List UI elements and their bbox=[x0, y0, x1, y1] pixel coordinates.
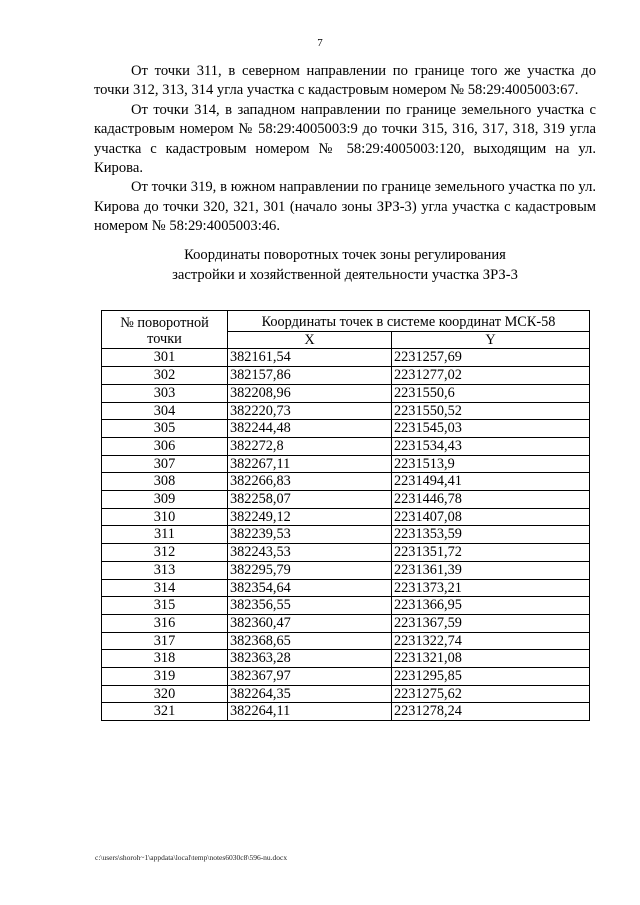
y-coordinate-cell: 2231295,85 bbox=[392, 668, 590, 686]
x-coordinate-cell: 382244,48 bbox=[228, 420, 392, 438]
x-coordinate-cell: 382354,64 bbox=[228, 579, 392, 597]
y-coordinate-cell: 2231361,39 bbox=[392, 561, 590, 579]
x-coordinate-cell: 382161,54 bbox=[228, 349, 392, 367]
y-coordinate-cell: 2231545,03 bbox=[392, 420, 590, 438]
point-number-cell: 301 bbox=[102, 349, 228, 367]
point-number-cell: 306 bbox=[102, 437, 228, 455]
y-coordinate-cell: 2231275,62 bbox=[392, 685, 590, 703]
x-coordinate-cell: 382363,28 bbox=[228, 650, 392, 668]
y-coordinate-cell: 2231513,9 bbox=[392, 455, 590, 473]
table-row bbox=[102, 402, 590, 420]
point-number-cell: 304 bbox=[102, 402, 228, 420]
table-title bbox=[94, 245, 596, 285]
point-number-cell: 310 bbox=[102, 508, 228, 526]
point-number-cell: 317 bbox=[102, 632, 228, 650]
y-coordinate-cell: 2231277,02 bbox=[392, 367, 590, 385]
footer-file-path: c:\users\shoroh~1\appdata\local\temp\notes6030c8\596-nu.docx bbox=[95, 853, 288, 862]
y-coordinate-cell: 2231322,74 bbox=[392, 632, 590, 650]
table-row bbox=[102, 473, 590, 491]
table-row bbox=[102, 384, 590, 402]
table-row bbox=[102, 367, 590, 385]
table-row bbox=[102, 614, 590, 632]
point-number-cell: 309 bbox=[102, 491, 228, 509]
table-row bbox=[102, 685, 590, 703]
y-coordinate-cell: 2231278,24 bbox=[392, 703, 590, 721]
table-row bbox=[102, 668, 590, 686]
point-number-cell: 305 bbox=[102, 420, 228, 438]
header-y: Y bbox=[392, 331, 590, 349]
y-coordinate-cell: 2231373,21 bbox=[392, 579, 590, 597]
table-row bbox=[102, 349, 590, 367]
table-row bbox=[102, 703, 590, 721]
x-coordinate-cell: 382239,53 bbox=[228, 526, 392, 544]
x-coordinate-cell: 382360,47 bbox=[228, 614, 392, 632]
y-coordinate-cell: 2231494,41 bbox=[392, 473, 590, 491]
table-row bbox=[102, 437, 590, 455]
paragraph-1: От точки 311, в северном направлении по границе того же участка до точки 312, 313, 314 угла участка с кадастровым номером № 58:29:4005003:67. bbox=[94, 63, 596, 99]
y-coordinate-cell: 2231353,59 bbox=[392, 526, 590, 544]
table-row bbox=[102, 508, 590, 526]
y-coordinate-cell: 2231446,78 bbox=[392, 491, 590, 509]
y-coordinate-cell: 2231550,6 bbox=[392, 384, 590, 402]
point-number-cell: 316 bbox=[102, 614, 228, 632]
point-number-cell: 321 bbox=[102, 703, 228, 721]
x-coordinate-cell: 382367,97 bbox=[228, 668, 392, 686]
y-coordinate-cell: 2231321,08 bbox=[392, 650, 590, 668]
table-row bbox=[102, 650, 590, 668]
x-coordinate-cell: 382266,83 bbox=[228, 473, 392, 491]
y-coordinate-cell: 2231407,08 bbox=[392, 508, 590, 526]
table-row bbox=[102, 561, 590, 579]
x-coordinate-cell: 382243,53 bbox=[228, 544, 392, 562]
point-number-cell: 308 bbox=[102, 473, 228, 491]
point-number-cell: 318 bbox=[102, 650, 228, 668]
x-coordinate-cell: 382264,35 bbox=[228, 685, 392, 703]
table-row bbox=[102, 544, 590, 562]
coordinates-table bbox=[101, 310, 590, 721]
table-row bbox=[102, 420, 590, 438]
x-coordinate-cell: 382258,07 bbox=[228, 491, 392, 509]
y-coordinate-cell: 2231367,59 bbox=[392, 614, 590, 632]
table-row bbox=[102, 455, 590, 473]
x-coordinate-cell: 382368,65 bbox=[228, 632, 392, 650]
point-number-cell: 320 bbox=[102, 685, 228, 703]
x-coordinate-cell: 382356,55 bbox=[228, 597, 392, 615]
page-number: 7 bbox=[317, 37, 323, 49]
paragraph-3: От точки 319, в южном направлении по границе земельного участка по ул. Кирова до точки 320, 321, 301 (начало зоны ЗРЗ-3) угла участка с кадастровым номером № 58:29:4005003:46. bbox=[94, 179, 596, 235]
table-title-line-1: Координаты поворотных точек зоны регулирования bbox=[184, 247, 506, 263]
x-coordinate-cell: 382249,12 bbox=[228, 508, 392, 526]
y-coordinate-cell: 2231366,95 bbox=[392, 597, 590, 615]
x-coordinate-cell: 382267,11 bbox=[228, 455, 392, 473]
x-coordinate-cell: 382157,86 bbox=[228, 367, 392, 385]
table-title-line-2: застройки и хозяйственной деятельности участка ЗРЗ-3 bbox=[172, 267, 518, 283]
point-number-cell: 303 bbox=[102, 384, 228, 402]
point-number-cell: 319 bbox=[102, 668, 228, 686]
header-point-line-2: точки bbox=[147, 331, 182, 348]
x-coordinate-cell: 382272,8 bbox=[228, 437, 392, 455]
point-number-cell: 312 bbox=[102, 544, 228, 562]
x-coordinate-cell: 382220,73 bbox=[228, 402, 392, 420]
point-number-cell: 311 bbox=[102, 526, 228, 544]
x-coordinate-cell: 382295,79 bbox=[228, 561, 392, 579]
y-coordinate-cell: 2231257,69 bbox=[392, 349, 590, 367]
table-row bbox=[102, 597, 590, 615]
table-row bbox=[102, 579, 590, 597]
x-coordinate-cell: 382208,96 bbox=[228, 384, 392, 402]
header-coordinates: Координаты точек в системе координат МСК-58 bbox=[228, 311, 590, 332]
header-point-number bbox=[102, 311, 228, 349]
table-row bbox=[102, 526, 590, 544]
point-number-cell: 315 bbox=[102, 597, 228, 615]
y-coordinate-cell: 2231351,72 bbox=[392, 544, 590, 562]
table-row bbox=[102, 632, 590, 650]
point-number-cell: 302 bbox=[102, 367, 228, 385]
header-x: X bbox=[228, 331, 392, 349]
table-row bbox=[102, 491, 590, 509]
y-coordinate-cell: 2231534,43 bbox=[392, 437, 590, 455]
point-number-cell: 314 bbox=[102, 579, 228, 597]
x-coordinate-cell: 382264,11 bbox=[228, 703, 392, 721]
header-point-line-1: № поворотной bbox=[120, 314, 209, 331]
table-body bbox=[102, 349, 590, 721]
paragraph-2: От точки 314, в западном направлении по границе земельного участка с кадастровым номером № 58:29:4005003:9 до точки 315, 316, 317, 318, 319 угла участка с кадастровым номером № 58:29:4005003:120, выходящим на ул. Кирова. bbox=[94, 101, 596, 177]
point-number-cell: 313 bbox=[102, 561, 228, 579]
point-number-cell: 307 bbox=[102, 455, 228, 473]
y-coordinate-cell: 2231550,52 bbox=[392, 402, 590, 420]
body-text bbox=[94, 62, 596, 237]
